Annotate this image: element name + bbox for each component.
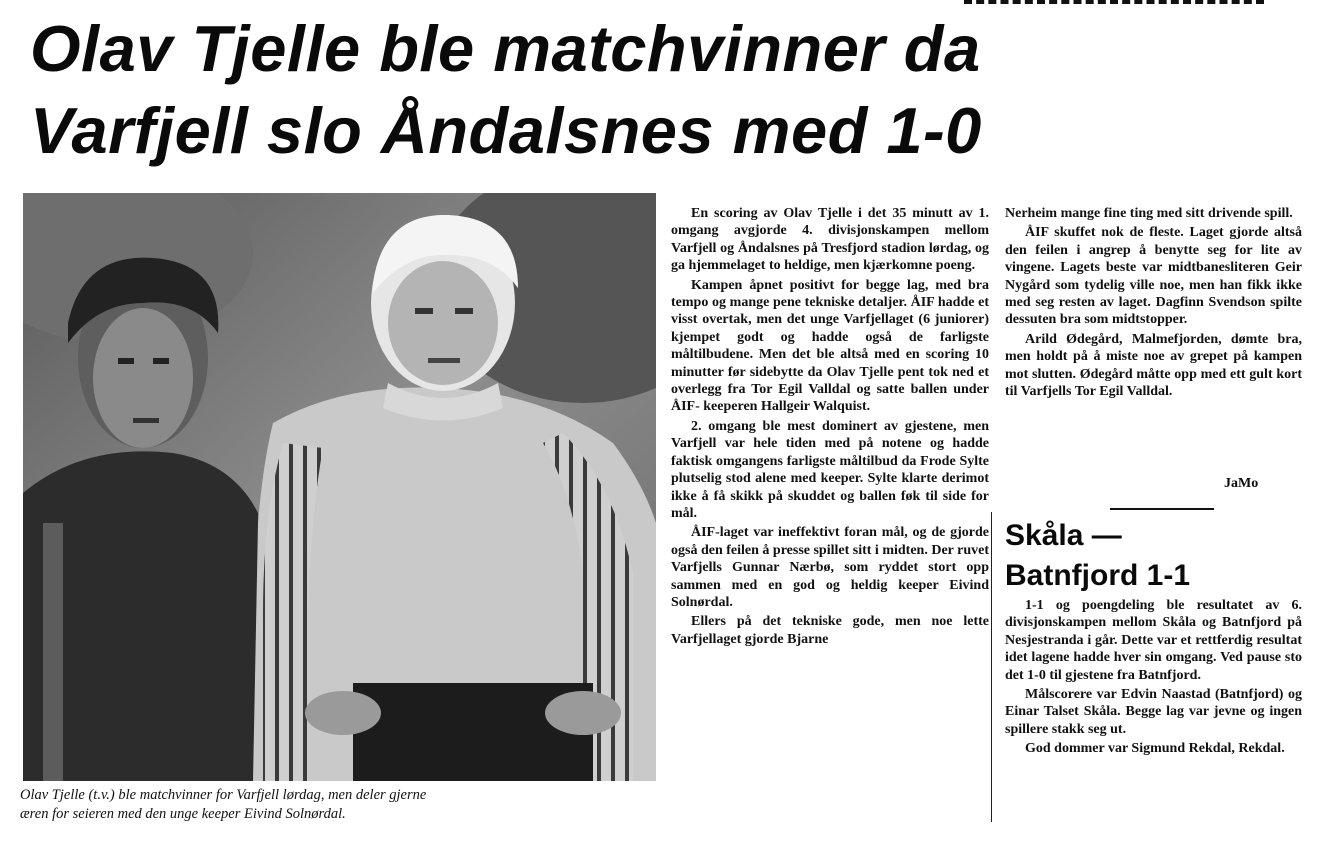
continued-paragraph-2: ÅIF skuffet nok de fleste. Laget gjorde altså den feilen i angrep å benytte seg for lite av vingene. Lagets beste var midtbanesliteren Geir Nygård som tydelig ville noe, men han fikk ikke med seg resten av laget. Dagfinn Svendson spilte dessuten bra som midtstopper.	[1005, 225, 1302, 328]
continued-paragraph-1: Nerheim mange fine ting med sitt drivende spill.	[1005, 206, 1293, 221]
sidebar-headline-line-1: Skåla —	[1005, 519, 1122, 552]
main-paragraph-1: En scoring av Olav Tjelle i det 35 minutt av 1. omgang avgjorde 4. divisjonskampen mellom Varfjell og Åndalsnes på Tresfjord stadion lørdag, og ga hjemmelaget to heldige, men kjærkomne poeng.	[671, 206, 989, 274]
caption-line-1: Olav Tjelle (t.v.) ble matchvinner for Varfjell lørdag, men deler gjerne	[20, 787, 427, 803]
main-paragraph-4: ÅIF-laget var ineffektivt foran mål, og de gjorde også den feilen å presse spillet sitt i midten. Der ruvet Varfjells Gunnar Nærbø, som ryddet stort opp sammen med en god og heldig keeper Eivind Solnørdal.	[671, 525, 989, 610]
article-divider	[1110, 508, 1214, 510]
headline-line-1: Olav Tjelle ble matchvinner da	[30, 12, 981, 85]
photo-caption	[20, 786, 660, 824]
sidebar-headline-line-2: Batnfjord 1-1	[1005, 559, 1191, 592]
sidebar-paragraph-3: God dommer var Sigmund Rekdal, Rekdal.	[1025, 741, 1285, 757]
caption-line-2: æren for seieren med den unge keeper Eivind Solnørdal.	[20, 806, 346, 822]
sidebar-paragraph-2: Målscorere var Edvin Naastad (Batnfjord) og Einar Talset Skåla. Begge lag var jevne og ingen spillere stakk seg ut.	[1005, 687, 1302, 737]
players-photo-illustration	[23, 193, 656, 781]
sidebar-headline	[1005, 516, 1305, 596]
headline	[30, 8, 1320, 172]
continued-article-column	[1005, 205, 1302, 402]
main-article-column	[671, 205, 989, 650]
author-signature: JaMo	[1224, 476, 1259, 491]
main-paragraph-2: Kampen åpnet positivt for begge lag, med bra tempo og mange pene tekniske detaljer. ÅIF hadde et visst overtak, men det unge Varfjellaget (6 juniorer) kjempet godt og hadde også de farligste måltilbudene. Men det ble altså med en scoring 10 minutter før sidebytte da Olav Tjelle pent tok ned et overlegg fra Tor Egil Valldal og satte ballen under ÅIF- keeperen Hallgeir Walquist.	[671, 277, 989, 415]
sidebar-vertical-rule	[991, 512, 992, 822]
continued-paragraph-3: Arild Ødegård, Malmefjorden, dømte bra, men holdt på å miste noe av grepet på kampen mot slutten. Ødegård måtte opp med ett gult kort til Varfjells Tor Egil Valldal.	[1005, 331, 1302, 400]
players-photo	[23, 193, 656, 781]
headline-line-2: Varfjell slo Åndalsnes med 1-0	[30, 94, 982, 167]
main-paragraph-3: 2. omgang ble mest dominert av gjestene, men Varfjell var hele tiden med på notene og hadde faktisk omgangens farligste måltilbud da Frode Sylte plutselig stod alene med keeper. Sylte klarte derimot ikke å få skikk på skuddet og ballen føk til side for mål.	[671, 418, 989, 521]
main-paragraph-5: Ellers på det tekniske gode, men noe lette Varfjellaget gjorde Bjarne	[671, 614, 989, 647]
sidebar-paragraph-1: 1-1 og poengdeling ble resultatet av 6. divisjonskampen mellom Skåla og Batnfjord på Nesjestranda i går. Dette var et rettferdig resultat idet lagene hadde hver sin omgang. Ved pause sto det 1-0 til gjestene fra Batnfjord.	[1005, 598, 1302, 683]
sidebar-article-column	[1005, 597, 1302, 760]
